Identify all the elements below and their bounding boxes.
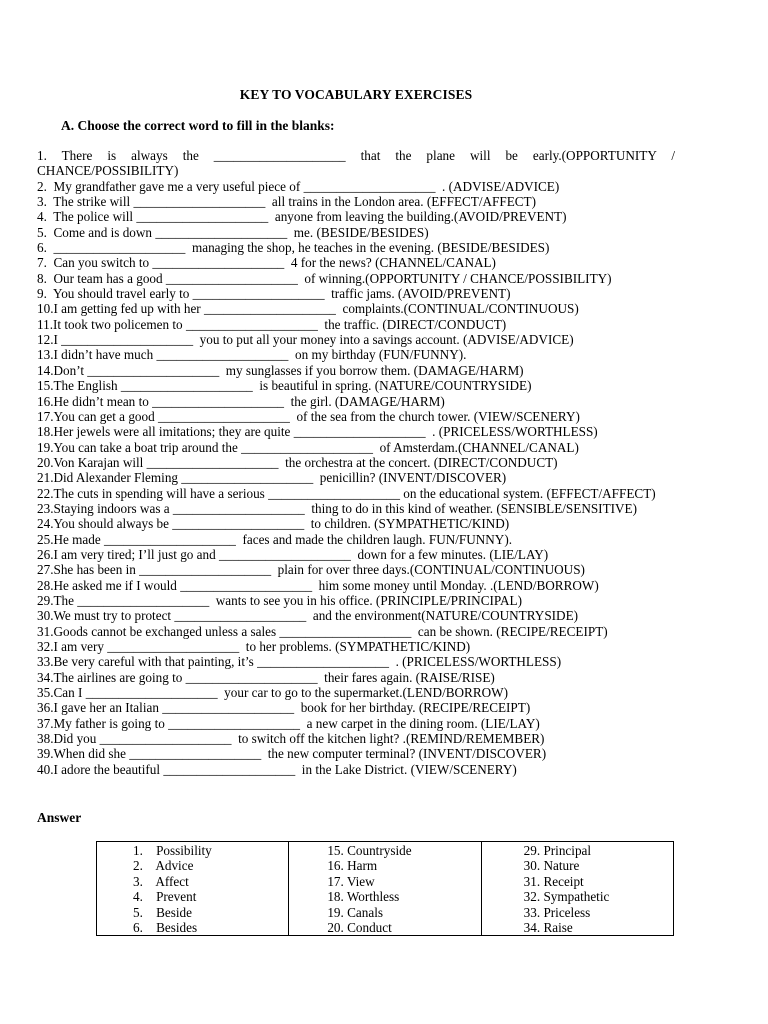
- exercise-item: 16.He didn’t mean to ____________________ the girl. (DAMAGE/HARM): [37, 393, 445, 409]
- answer-item: 32. Sympathetic: [523, 889, 610, 905]
- exercise-item: 1. There is always the ____________________ that the plane will be early.(OPPORTUNITY / CHANCE/POSSIBILITY): [37, 148, 675, 179]
- answer-item: 30. Nature: [523, 858, 580, 874]
- exercise-item: 5. Come and is down ____________________ me. (BESIDE/BESIDES): [37, 224, 429, 240]
- answer-heading: Answer: [37, 810, 82, 825]
- answer-item: 18. Worthless: [327, 889, 400, 905]
- document-title: KEY TO VOCABULARY EXERCISES: [239, 87, 473, 102]
- exercise-item: 24.You should always be ____________________ to children. (SYMPATHETIC/KIND): [37, 516, 510, 532]
- exercise-item: 35.Can I ____________________ your car to go to the supermarket.(LEND/BORROW): [37, 685, 509, 701]
- exercise-item: 2. My grandfather gave me a very useful piece of ____________________ . (ADVISE/ADVICE): [37, 178, 560, 194]
- exercise-item: 22.The cuts in spending will have a serious ____________________ on the educational system. (EFFECT/AFFECT): [37, 485, 656, 501]
- exercise-item: 11.It took two policemen to ____________________ the traffic. (DIRECT/CONDUCT): [37, 316, 507, 332]
- exercise-item: 30.We must try to protect ____________________ and the environment(NATURE/COUNTRYSIDE): [37, 608, 579, 624]
- exercise-item: 18.Her jewels were all imitations; they are quite ____________________ . (PRICELESS/WORTHLESS): [37, 424, 598, 440]
- exercise-item: 38.Did you ____________________ to switch off the kitchen light? .(REMIND/REMEMBER): [37, 731, 545, 747]
- exercise-item: 17.You can get a good ____________________ of the sea from the church tower. (VIEW/SCENERY): [37, 408, 580, 424]
- exercise-item: 27.She has been in ____________________ plain for over three days.(CONTINUAL/CONTINUOUS): [37, 562, 585, 578]
- exercise-item: 8. Our team has a good ____________________ of winning.(OPPORTUNITY / CHANCE/POSSIBILITY): [37, 270, 612, 286]
- answer-column-2: [289, 842, 481, 936]
- exercise-item: 14.Don’t ____________________ my sunglasses if you borrow them. (DAMAGE/HARM): [37, 362, 524, 378]
- exercise-item: 29.The ____________________ wants to see you in his office. (PRINCIPLE/PRINCIPAL): [37, 592, 522, 608]
- exercise-item: 31.Goods cannot be exchanged unless a sales ____________________ can be shown. (RECIPE/RECEIPT): [37, 623, 608, 639]
- answer-column-3: [481, 842, 673, 936]
- section-a-heading: A. Choose the correct word to fill in the blanks:: [61, 118, 335, 133]
- exercise-list: [37, 148, 675, 777]
- answer-item: 3. Affect: [133, 873, 189, 889]
- answer-column-1: [97, 842, 289, 936]
- exercise-item: 10.I am getting fed up with her ____________________ complaints.(CONTINUAL/CONTINUOUS): [37, 301, 579, 317]
- exercise-item: 21.Did Alexander Fleming ____________________ penicillin? (INVENT/DISCOVER): [37, 470, 507, 486]
- answer-item: 2. Advice: [133, 858, 194, 874]
- answer-item: 16. Harm: [327, 858, 378, 874]
- exercise-item: 7. Can you switch to ____________________ 4 for the news? (CHANNEL/CANAL): [37, 255, 496, 271]
- exercise-item: 40.I adore the beautiful ____________________ in the Lake District. (VIEW/SCENERY): [37, 761, 517, 777]
- answer-item: 15. Countryside: [327, 843, 412, 858]
- exercise-item: 4. The police will ____________________ anyone from leaving the building.(AVOID/PREVENT): [37, 209, 567, 225]
- answer-item: 31. Receipt: [523, 873, 584, 889]
- answer-item: 34. Raise: [523, 920, 573, 936]
- exercise-item: 23.Staying indoors was a ____________________ thing to do in this kind of weather. (SENSIBLE/SENSITIVE): [37, 500, 637, 516]
- exercise-item: 3. The strike will ____________________ all trains in the London area. (EFFECT/AFFECT): [37, 194, 536, 210]
- exercise-item: 20.Von Karajan will ____________________ the orchestra at the concert. (DIRECT/CONDUCT): [37, 454, 558, 470]
- answer-item: 19. Canals: [327, 904, 384, 920]
- exercise-item: 9. You should travel early to ____________________ traffic jams. (AVOID/PREVENT): [37, 286, 511, 302]
- exercise-item: 32.I am very ____________________ to her problems. (SYMPATHETIC/KIND): [37, 639, 471, 654]
- exercise-item: 25.He made ____________________ faces and made the children laugh. FUN/FUNNY).: [37, 531, 513, 547]
- exercise-item: 36.I gave her an Italian ____________________ book for her birthday. (RECIPE/RECEIPT): [37, 700, 531, 716]
- exercise-item: 28.He asked me if I would ____________________ him some money until Monday. .(LEND/BORROW): [37, 577, 599, 593]
- exercise-item: 37.My father is going to ____________________ a new carpet in the dining room. (LIE/LAY): [37, 715, 540, 731]
- answer-item: 17. View: [327, 873, 375, 889]
- exercise-item: 19.You can take a boat trip around the ____________________ of Amsterdam.(CHANNEL/CANAL): [37, 439, 579, 455]
- answer-item: 5. Beside: [133, 904, 192, 920]
- exercise-item: 6. ____________________ managing the shop, he teaches in the evening. (BESIDE/BESIDES): [37, 240, 550, 256]
- exercise-item: 33.Be very careful with that painting, it’s ____________________ . (PRICELESS/WORTHLESS): [37, 654, 562, 670]
- exercise-item: 26.I am very tired; I’ll just go and ____________________ down for a few minutes. (LIE/LAY): [37, 546, 549, 562]
- exercise-item: 39.When did she ____________________ the new computer terminal? (INVENT/DISCOVER): [37, 746, 547, 762]
- answer-item: 1. Possibility: [133, 843, 212, 858]
- exercise-item: 13.I didn’t have much ____________________ on my birthday (FUN/FUNNY).: [37, 347, 467, 363]
- answer-table: [96, 841, 674, 936]
- answer-item: 4. Prevent: [133, 889, 197, 905]
- exercise-item: 12.I ____________________ you to put all your money into a savings account. (ADVISE/ADVICE): [37, 332, 574, 348]
- answer-item: 20. Conduct: [327, 920, 392, 936]
- answer-item: 6. Besides: [133, 920, 198, 936]
- exercise-item: 34.The airlines are going to ____________________ their fares again. (RAISE/RISE): [37, 669, 495, 685]
- exercise-item: 15.The English ____________________ is beautiful in spring. (NATURE/COUNTRYSIDE): [37, 378, 532, 394]
- answer-item: 29. Principal: [523, 843, 592, 858]
- answer-item: 33. Priceless: [523, 904, 591, 920]
